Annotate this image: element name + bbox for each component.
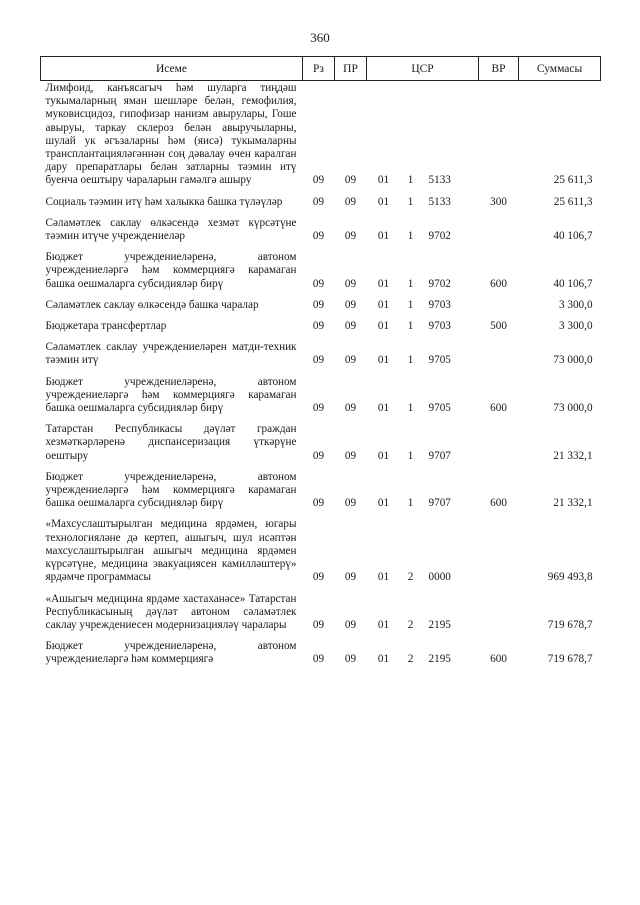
row-sum: 40 106,7	[553, 277, 593, 290]
row-csr-code: 9703	[428, 320, 451, 333]
row-sum: 719 678,7	[547, 618, 593, 631]
row-csr-program: 01	[377, 298, 390, 311]
row-pr: 09	[344, 298, 357, 311]
row-csr-code: 9707	[428, 497, 451, 510]
row-csr-program: 01	[377, 277, 390, 290]
row-csr-program: 01	[377, 618, 390, 631]
row-rz: 09	[312, 195, 325, 208]
row-pr: 09	[344, 402, 357, 415]
row-rz: 09	[312, 449, 325, 462]
row-csr-program: 01	[377, 174, 390, 187]
row-name: Социаль тәэмин итү һәм халыкка башка түләүләр	[45, 195, 283, 208]
row-pr: 09	[344, 497, 357, 510]
row-csr-subprogram: 1	[407, 449, 414, 462]
row-rz: 09	[312, 320, 325, 333]
row-name: «Махсуслаштырылган медицина ярдәмен, югары технологияләне дә кертеп, ашыгыч, шул исәптән махсуслаштырылган ашыгыч медицина ярдәмен күрсәтүне, медицина эвакуациясен камилләштерү» ярдәмче программасы	[45, 518, 297, 584]
row-rz: 09	[312, 298, 325, 311]
row-csr-subprogram: 1	[407, 497, 414, 510]
row-sum: 25 611,3	[553, 174, 593, 187]
row-name: Бюджет учреждениеләренә, автоном учреждениеләргә һәм коммерциягә карамаган башка оешмаларга субсидияләр бирү	[45, 470, 297, 510]
row-vr	[479, 81, 519, 191]
row-pr: 09	[344, 354, 357, 367]
row-sum: 3 300,0	[558, 320, 593, 333]
row-csr-program: 01	[377, 449, 390, 462]
row-vr: 300	[490, 195, 507, 208]
row-vr: 500	[490, 320, 507, 333]
row-vr: 600	[490, 497, 507, 510]
budget-table	[40, 56, 601, 670]
row-vr: 600	[490, 653, 507, 666]
row-csr-code: 5133	[428, 174, 451, 187]
header-csr: ЦСР	[367, 57, 479, 81]
table-row	[41, 588, 601, 636]
row-csr-code: 5133	[428, 195, 451, 208]
row-csr-program: 01	[377, 230, 390, 243]
table-row	[41, 336, 601, 370]
table-row	[41, 513, 601, 587]
row-csr-code: 9702	[428, 277, 451, 290]
row-pr: 09	[344, 320, 357, 333]
row-csr-program: 01	[377, 653, 390, 666]
row-pr: 09	[344, 277, 357, 290]
row-name: Лимфоид, канъясагыч һәм шуларга тиңдәш тукымаларның яман шешләре белән, гемофилия, муковисцидоз, гипофизар нанизм авырулары, Гоше авыруы, таркау склероз белән авыручыларны, шулай ук әгъзаларны һәм (яисә) тукымаларны трансплантацияләгәннән соң дәвалау өчен каралган дару препаратлары белән затларны тәэмин итү буенча оештыру чараларын гамәлгә ашыру	[45, 82, 297, 187]
table-row	[41, 315, 601, 336]
row-sum: 40 106,7	[553, 230, 593, 243]
row-sum: 3 300,0	[558, 298, 593, 311]
row-rz: 09	[312, 618, 325, 631]
row-csr-code: 0000	[428, 571, 451, 584]
header-sum: Суммасы	[519, 57, 601, 81]
row-rz: 09	[312, 497, 325, 510]
row-vr	[479, 513, 519, 587]
row-csr-code: 2195	[428, 653, 451, 666]
row-csr-subprogram: 1	[407, 320, 414, 333]
row-csr-subprogram: 1	[407, 277, 414, 290]
row-name: Бюджет учреждениеләренә, автоном учреждениеләргә һәм коммерциягә карамаган башка оешмаларга субсидияләр бирү	[45, 251, 297, 290]
row-csr-subprogram: 2	[407, 653, 414, 666]
row-vr	[479, 336, 519, 370]
table-row	[41, 246, 601, 294]
row-csr-program: 01	[377, 497, 390, 510]
table-body	[41, 81, 601, 670]
row-csr-program: 01	[377, 354, 390, 367]
row-csr-subprogram: 1	[407, 402, 414, 415]
header-pr: ПР	[335, 57, 367, 81]
row-sum: 719 678,7	[547, 653, 593, 666]
row-name: Сәламәтлек саклау өлкәсендә хезмәт күрсәтүне тәэмин итүче учреждениеләр	[45, 216, 297, 243]
row-csr-subprogram: 1	[407, 354, 414, 367]
header-vr: ВР	[479, 57, 519, 81]
row-pr: 09	[344, 230, 357, 243]
table-row	[41, 294, 601, 315]
row-rz: 09	[312, 174, 325, 187]
row-csr-code: 9703	[428, 298, 451, 311]
row-vr: 600	[490, 277, 507, 290]
row-sum: 21 332,1	[553, 497, 593, 510]
row-csr-program: 01	[377, 195, 390, 208]
row-csr-subprogram: 1	[407, 230, 414, 243]
row-csr-code: 9707	[428, 449, 451, 462]
header-rz: Рз	[303, 57, 335, 81]
row-vr	[479, 588, 519, 636]
row-pr: 09	[344, 618, 357, 631]
row-rz: 09	[312, 230, 325, 243]
table-row	[41, 635, 601, 669]
row-pr: 09	[344, 174, 357, 187]
table-row	[41, 371, 601, 419]
row-csr-program: 01	[377, 320, 390, 333]
row-rz: 09	[312, 653, 325, 666]
table-row	[41, 191, 601, 212]
table-row	[41, 212, 601, 246]
row-vr: 600	[490, 402, 507, 415]
row-sum: 25 611,3	[553, 195, 593, 208]
row-csr-subprogram: 2	[407, 618, 414, 631]
row-pr: 09	[344, 571, 357, 584]
row-name: Сәламәтлек саклау өлкәсендә башка чаралар	[45, 298, 259, 311]
header-name: Исеме	[41, 57, 303, 81]
row-name: Сәламәтлек саклау учреждениеләрен матди-техник тәэмин итү	[45, 341, 297, 367]
table-row	[41, 466, 601, 514]
row-vr	[479, 294, 519, 315]
row-vr	[479, 212, 519, 246]
row-csr-subprogram: 1	[407, 174, 414, 187]
row-csr-program: 01	[377, 571, 390, 584]
row-csr-code: 9702	[428, 230, 451, 243]
row-rz: 09	[312, 277, 325, 290]
row-vr	[479, 418, 519, 466]
row-pr: 09	[344, 195, 357, 208]
row-sum: 73 000,0	[553, 402, 593, 415]
row-csr-subprogram: 1	[407, 298, 414, 311]
row-rz: 09	[312, 354, 325, 367]
row-csr-code: 9705	[428, 354, 451, 367]
row-name: Татарстан Республикасы дәүләт граждан хезмәткәрләренә диспансеризация үткәрүне оештыру	[45, 423, 297, 462]
row-rz: 09	[312, 402, 325, 415]
row-name: «Ашыгыч медицина ярдәме хастаханәсе» Татарстан Республикасының дәүләт автоном сәламәтлек саклау учреждениесен модернизацияләү чаралары	[45, 592, 297, 631]
row-csr-program: 01	[377, 402, 390, 415]
row-pr: 09	[344, 449, 357, 462]
row-sum: 969 493,8	[547, 571, 593, 584]
row-pr: 09	[344, 653, 357, 666]
page-number: 360	[310, 30, 330, 45]
table-row	[41, 81, 601, 191]
row-csr-code: 9705	[428, 402, 451, 415]
row-name: Бюджет учреждениеләренә, автоном учреждениеләргә һәм коммерциягә	[45, 640, 297, 666]
row-sum: 21 332,1	[553, 449, 593, 462]
table-row	[41, 418, 601, 466]
row-csr-subprogram: 1	[407, 195, 414, 208]
row-sum: 73 000,0	[553, 354, 593, 367]
row-name: Бюджетара трансфертлар	[45, 320, 167, 333]
row-rz: 09	[312, 571, 325, 584]
row-name: Бюджет учреждениеләренә, автоном учреждениеләргә һәм коммерциягә карамаган башка оешмаларга субсидияләр бирү	[45, 375, 297, 415]
row-csr-subprogram: 2	[407, 571, 414, 584]
row-csr-code: 2195	[428, 618, 451, 631]
table-header	[41, 57, 601, 81]
